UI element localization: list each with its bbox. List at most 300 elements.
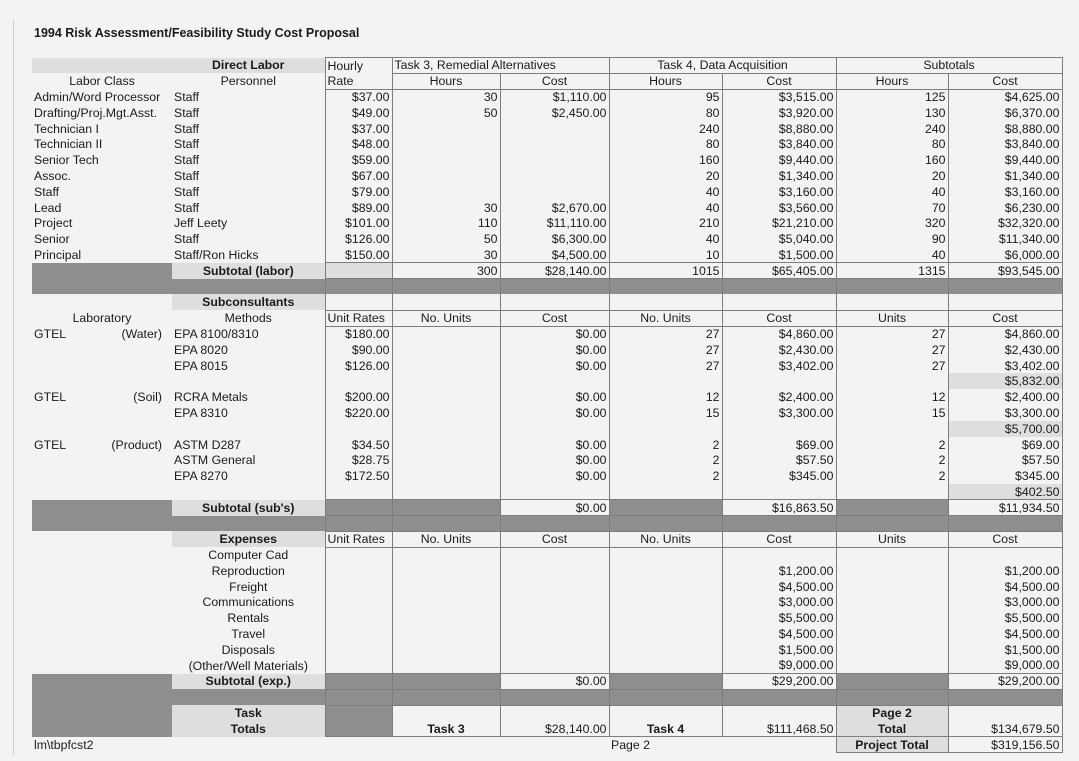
subs-subtotal-row bbox=[32, 500, 1062, 516]
class-cell bbox=[32, 263, 172, 279]
task3-cost-cell bbox=[500, 626, 609, 642]
subtotal-hours-cell: 130 bbox=[836, 105, 948, 121]
task4-cost-cell: $8,880.00 bbox=[722, 121, 836, 137]
rate-cell: $180.00 bbox=[325, 326, 392, 342]
personnel-cell bbox=[172, 516, 325, 532]
class-cell bbox=[32, 689, 172, 705]
task3-hours-cell bbox=[392, 405, 500, 421]
task4-cost-cell: $4,500.00 bbox=[722, 626, 836, 642]
personnel-cell: EPA 8015 bbox=[174, 358, 228, 373]
task3-cost-cell bbox=[500, 136, 609, 152]
rate-cell bbox=[325, 294, 392, 310]
task4-cost-cell: $16,863.50 bbox=[722, 500, 836, 516]
lab-name: GTEL bbox=[34, 437, 67, 452]
task3-hours-cell bbox=[392, 468, 500, 484]
personnel-cell: EPA 8310 bbox=[174, 405, 228, 420]
personnel-cell: Computer Cad bbox=[208, 548, 289, 563]
subtotal-hours-cell bbox=[836, 595, 948, 611]
subtotal-cost-cell bbox=[948, 547, 1062, 563]
subtotal-hours-cell bbox=[836, 579, 948, 595]
task3-cost-cell: Cost bbox=[500, 310, 609, 326]
subtotal-hours-cell bbox=[836, 516, 948, 532]
rate-cell: Unit Rates bbox=[325, 531, 392, 547]
expenses-colhead-row bbox=[32, 531, 1062, 547]
task3-hours-cell bbox=[392, 516, 500, 532]
expense-row bbox=[32, 579, 1062, 595]
class-cell: Admin/Word Processor bbox=[34, 89, 161, 104]
subtotal-hours-cell: 2 bbox=[836, 452, 948, 468]
task4-cost-cell: $2,430.00 bbox=[722, 342, 836, 358]
subtotal-cost-cell: $1,200.00 bbox=[948, 563, 1062, 579]
lab-name: GTEL bbox=[34, 326, 67, 341]
header-row-2 bbox=[32, 73, 1062, 89]
task3-hours-cell bbox=[392, 689, 500, 705]
personnel-cell: Staff bbox=[174, 121, 200, 136]
class-cell bbox=[32, 342, 172, 358]
personnel-cell: Travel bbox=[231, 627, 266, 642]
rate-cell: $79.00 bbox=[325, 184, 392, 200]
personnel-cell: EPA 8100/8310 bbox=[174, 326, 259, 341]
task3-hours-cell: Task 3 bbox=[392, 721, 500, 737]
sample-type: (Product) bbox=[111, 437, 162, 452]
task3-hours-cell bbox=[392, 168, 500, 184]
task3-cost-cell bbox=[500, 658, 609, 674]
task3-hours-cell bbox=[392, 326, 500, 342]
personnel-cell: ASTM D287 bbox=[174, 437, 241, 452]
task3-hours-cell bbox=[392, 547, 500, 563]
task3-cost-cell bbox=[500, 737, 609, 753]
personnel-cell bbox=[172, 484, 325, 500]
expense-row bbox=[32, 547, 1062, 563]
labor-row bbox=[32, 168, 1062, 184]
subtotal-hours-cell bbox=[836, 484, 948, 500]
task3-hours-cell bbox=[392, 152, 500, 168]
subtotal-cost-cell: $345.00 bbox=[948, 468, 1062, 484]
task4-hours-cell: 2 bbox=[609, 437, 722, 453]
task4-hours-cell bbox=[609, 500, 722, 516]
subtotal-hours-cell: Units bbox=[836, 531, 948, 547]
rate-cell: $172.50 bbox=[325, 468, 392, 484]
task3-cost-cell bbox=[500, 705, 609, 721]
labor-row bbox=[32, 105, 1062, 121]
task4-hours-cell: 160 bbox=[609, 152, 722, 168]
class-cell bbox=[32, 610, 172, 626]
subtotal-hours-cell: 70 bbox=[836, 200, 948, 216]
task3-cost-cell: $2,670.00 bbox=[500, 200, 609, 216]
subtotal-hours-cell: Page 2 bbox=[836, 705, 948, 721]
class-cell: Staff bbox=[34, 184, 60, 199]
subtotal-cost-cell: $5,500.00 bbox=[948, 610, 1062, 626]
class-cell bbox=[32, 721, 172, 737]
lab-name: GTEL bbox=[34, 390, 67, 405]
personnel-cell: Staff bbox=[174, 200, 200, 215]
task3-hours-cell bbox=[392, 279, 500, 295]
subtotal-cost-cell: $134,679.50 bbox=[948, 721, 1062, 737]
group-subtotal: $402.50 bbox=[948, 484, 1062, 500]
rate-cell: $220.00 bbox=[325, 405, 392, 421]
task3-cost-cell bbox=[500, 168, 609, 184]
personnel-cell: Jeff Leety bbox=[174, 216, 228, 231]
subtotal-cost-cell: $32,320.00 bbox=[948, 215, 1062, 231]
task3-hours-cell bbox=[392, 358, 500, 374]
task3-hours-cell: No. Units bbox=[392, 310, 500, 326]
subtotal-hours-cell: 90 bbox=[836, 231, 948, 247]
task3-hours-cell bbox=[392, 452, 500, 468]
rate-cell bbox=[325, 579, 392, 595]
task4-cost-cell bbox=[722, 421, 836, 437]
class-cell: Principal bbox=[34, 247, 82, 262]
task4-cost-cell: $5,500.00 bbox=[722, 610, 836, 626]
task3-hours-cell bbox=[392, 294, 500, 310]
subs-row bbox=[32, 358, 1062, 374]
personnel-cell: Staff bbox=[174, 168, 200, 183]
task4-cost-cell bbox=[722, 689, 836, 705]
class-cell bbox=[32, 484, 172, 500]
subs-row bbox=[32, 405, 1062, 421]
task3-cost-cell: $0.00 bbox=[500, 437, 609, 453]
personnel-cell bbox=[172, 689, 325, 705]
cost-proposal-table bbox=[32, 57, 1063, 753]
subtotal-hours-cell: 27 bbox=[836, 342, 948, 358]
personnel-cell: (Other/Well Materials) bbox=[188, 658, 308, 673]
group-subtotal: $5,700.00 bbox=[948, 421, 1062, 437]
subtotal-hours-cell: Total bbox=[836, 721, 948, 737]
task3-cost-heading: Cost bbox=[500, 73, 609, 89]
subs-row bbox=[32, 452, 1062, 468]
personnel-cell: Totals bbox=[172, 721, 325, 737]
task4-cost-cell: $1,340.00 bbox=[722, 168, 836, 184]
task4-cost-cell: $3,300.00 bbox=[722, 405, 836, 421]
subtotal-label: Subtotal (exp.) bbox=[172, 674, 325, 690]
subtotal-hours-cell bbox=[836, 294, 948, 310]
subtotal-cost-cell: $4,625.00 bbox=[948, 89, 1062, 105]
task4-cost-cell bbox=[722, 373, 836, 389]
task3-cost-cell bbox=[500, 421, 609, 437]
group-subtotal: $5,832.00 bbox=[948, 373, 1062, 389]
rate-cell bbox=[325, 705, 392, 721]
task4-cost-cell: $69.00 bbox=[722, 437, 836, 453]
rate-cell bbox=[325, 563, 392, 579]
class-cell bbox=[32, 579, 172, 595]
labor-row bbox=[32, 89, 1062, 105]
rate-cell bbox=[325, 689, 392, 705]
rate-cell bbox=[325, 674, 392, 690]
subs-row bbox=[32, 389, 1062, 405]
task4-cost-cell: $1,500.00 bbox=[722, 642, 836, 658]
class-cell bbox=[32, 421, 172, 437]
subs-group-subtotal-row bbox=[32, 373, 1062, 389]
labor-row bbox=[32, 231, 1062, 247]
gray-band bbox=[32, 516, 1062, 532]
personnel-cell: ASTM General bbox=[174, 453, 256, 468]
rate-cell bbox=[325, 484, 392, 500]
expense-row bbox=[32, 610, 1062, 626]
task3-cost-cell: $0.00 bbox=[500, 326, 609, 342]
subtotal-hours-cell: 12 bbox=[836, 389, 948, 405]
class-cell bbox=[32, 373, 172, 389]
task4-cost-cell: $29,200.00 bbox=[722, 674, 836, 690]
subtotal-hours-cell: 27 bbox=[836, 326, 948, 342]
subtotal-cost-cell: $1,500.00 bbox=[948, 642, 1062, 658]
task3-hours-heading: Hours bbox=[392, 73, 500, 89]
subs-row bbox=[32, 437, 1062, 453]
class-cell bbox=[32, 405, 172, 421]
task3-hours-cell bbox=[392, 658, 500, 674]
expense-row bbox=[32, 626, 1062, 642]
personnel-cell bbox=[172, 279, 325, 295]
task4-hours-cell bbox=[609, 595, 722, 611]
task4-cost-cell: $3,000.00 bbox=[722, 595, 836, 611]
class-cell: Technician I bbox=[34, 121, 99, 136]
task3-cost-cell bbox=[500, 294, 609, 310]
personnel-cell: Rentals bbox=[227, 611, 270, 626]
rate-cell: $200.00 bbox=[325, 389, 392, 405]
subtotal-hours-cell: 40 bbox=[836, 247, 948, 263]
task4-hours-cell: 20 bbox=[609, 168, 722, 184]
personnel-cell bbox=[172, 421, 325, 437]
subtotal-cost-cell: $3,840.00 bbox=[948, 136, 1062, 152]
rate-cell bbox=[325, 373, 392, 389]
task4-hours-cell: 210 bbox=[609, 215, 722, 231]
task3-hours-cell bbox=[392, 642, 500, 658]
class-cell bbox=[32, 389, 172, 405]
subtotal-hours-cell: 2 bbox=[836, 437, 948, 453]
task3-hours-cell: 50 bbox=[392, 231, 500, 247]
class-cell bbox=[32, 642, 172, 658]
subtotal-cost-cell: $69.00 bbox=[948, 437, 1062, 453]
task4-cost-cell: $3,402.00 bbox=[722, 358, 836, 374]
personnel-heading: Personnel bbox=[220, 74, 276, 89]
subs-heading-row bbox=[32, 294, 1062, 310]
task3-hours-cell bbox=[392, 421, 500, 437]
rate-cell bbox=[325, 626, 392, 642]
task4-cost-cell bbox=[722, 705, 836, 721]
task3-cost-cell: $28,140.00 bbox=[500, 263, 609, 279]
file-name: lm\tbpfcst2 bbox=[34, 737, 94, 752]
task4-cost-cell: $1,500.00 bbox=[722, 247, 836, 263]
task4-cost-cell: $111,468.50 bbox=[722, 721, 836, 737]
scan-edge bbox=[13, 20, 14, 755]
task3-hours-cell bbox=[392, 737, 500, 753]
subtotal-cost-cell bbox=[948, 516, 1062, 532]
rate-cell: $28.75 bbox=[325, 452, 392, 468]
subtotal-hours-cell: 80 bbox=[836, 136, 948, 152]
subtotal-hours-cell bbox=[836, 610, 948, 626]
task4-hours-cell bbox=[609, 279, 722, 295]
subs-group-subtotal-row bbox=[32, 484, 1062, 500]
rate-cell: $150.00 bbox=[325, 247, 392, 263]
personnel-cell bbox=[172, 737, 325, 753]
task4-cost-cell: $3,920.00 bbox=[722, 105, 836, 121]
task3-hours-cell: 30 bbox=[392, 89, 500, 105]
task3-cost-cell: $1,110.00 bbox=[500, 89, 609, 105]
subtotal-hours-cell: 20 bbox=[836, 168, 948, 184]
gray-band bbox=[32, 279, 1062, 295]
subtotal-hours-cell bbox=[836, 642, 948, 658]
task4-hours-cell bbox=[609, 626, 722, 642]
task4-cost-cell: $4,500.00 bbox=[722, 579, 836, 595]
task3-hours-cell bbox=[392, 484, 500, 500]
rate-cell: $90.00 bbox=[325, 342, 392, 358]
task4-cost-cell bbox=[722, 294, 836, 310]
task3-cost-cell bbox=[500, 373, 609, 389]
task3-cost-cell bbox=[500, 547, 609, 563]
subtotal-cost-cell: $3,160.00 bbox=[948, 184, 1062, 200]
personnel-cell: Staff bbox=[174, 153, 200, 168]
task3-hours-cell: 30 bbox=[392, 247, 500, 263]
task3-hours-cell: 300 bbox=[392, 263, 500, 279]
rate-cell bbox=[325, 721, 392, 737]
class-cell bbox=[32, 468, 172, 484]
subs-group-subtotal-row bbox=[32, 421, 1062, 437]
subtotal-cost-cell bbox=[948, 279, 1062, 295]
task4-hours-cell: 2 bbox=[609, 452, 722, 468]
task3-heading: Task 3, Remedial Alternatives bbox=[392, 58, 609, 74]
subtotal-cost-cell: $4,500.00 bbox=[948, 626, 1062, 642]
personnel-cell: EPA 8270 bbox=[174, 469, 228, 484]
personnel-cell: Communications bbox=[202, 595, 295, 610]
subtotal-cost-cell bbox=[948, 689, 1062, 705]
rate-cell bbox=[325, 500, 392, 516]
gray-band bbox=[32, 689, 1062, 705]
task4-cost-cell: Cost bbox=[722, 531, 836, 547]
task3-hours-cell bbox=[392, 674, 500, 690]
task3-cost-cell bbox=[500, 579, 609, 595]
labor-row bbox=[32, 215, 1062, 231]
task4-cost-cell: $1,200.00 bbox=[722, 563, 836, 579]
rate-cell: $89.00 bbox=[325, 200, 392, 216]
labor-row bbox=[32, 247, 1062, 263]
subtotal-hours-cell: 125 bbox=[836, 89, 948, 105]
task3-hours-cell bbox=[392, 626, 500, 642]
task4-cost-cell: $4,860.00 bbox=[722, 326, 836, 342]
subtotal-hours-heading: Hours bbox=[836, 73, 948, 89]
subtotal-label: Subtotal (sub's) bbox=[172, 500, 325, 516]
class-cell bbox=[32, 294, 172, 310]
task4-cost-cell bbox=[722, 737, 836, 753]
task3-hours-cell bbox=[392, 579, 500, 595]
task3-hours-cell: 30 bbox=[392, 200, 500, 216]
labor-row bbox=[32, 200, 1062, 216]
task3-cost-cell: $0.00 bbox=[500, 342, 609, 358]
class-cell: Laboratory bbox=[72, 311, 132, 326]
rate-cell: $37.00 bbox=[325, 89, 392, 105]
task4-cost-cell: $5,040.00 bbox=[722, 231, 836, 247]
rate-cell: $126.00 bbox=[325, 231, 392, 247]
task3-hours-cell bbox=[392, 389, 500, 405]
subtotal-hours-cell: 240 bbox=[836, 121, 948, 137]
task4-hours-cell bbox=[609, 705, 722, 721]
class-cell bbox=[32, 452, 172, 468]
class-cell bbox=[32, 516, 172, 532]
class-cell: Assoc. bbox=[34, 168, 71, 183]
task3-cost-cell: $2,450.00 bbox=[500, 105, 609, 121]
labor-subtotal-row bbox=[32, 263, 1062, 279]
rate-cell bbox=[325, 516, 392, 532]
task4-hours-cell bbox=[609, 294, 722, 310]
task3-cost-cell: $0.00 bbox=[500, 358, 609, 374]
rate-cell bbox=[325, 737, 392, 753]
task4-hours-cell: 27 bbox=[609, 358, 722, 374]
rate-heading: Rate bbox=[325, 73, 392, 89]
subtotal-cost-cell: $11,934.50 bbox=[948, 500, 1062, 516]
rate-cell bbox=[325, 642, 392, 658]
task4-cost-heading: Cost bbox=[722, 73, 836, 89]
subtotal-hours-cell: 160 bbox=[836, 152, 948, 168]
personnel-cell: Staff/Ron Hicks bbox=[174, 247, 259, 262]
task3-hours-cell bbox=[392, 121, 500, 137]
task4-hours-cell: Task 4 bbox=[609, 721, 722, 737]
task4-hours-cell bbox=[609, 579, 722, 595]
class-cell bbox=[32, 674, 172, 690]
hourly-heading: Hourly bbox=[325, 58, 392, 74]
task3-hours-cell: 110 bbox=[392, 215, 500, 231]
expenses-heading: Expenses bbox=[172, 531, 325, 547]
subtotal-hours-cell bbox=[836, 373, 948, 389]
labor-row bbox=[32, 152, 1062, 168]
subtotals-heading: Subtotals bbox=[836, 58, 1062, 74]
rate-cell bbox=[325, 547, 392, 563]
personnel-cell bbox=[172, 373, 325, 389]
subtotal-hours-cell bbox=[836, 689, 948, 705]
task4-cost-cell: $3,840.00 bbox=[722, 136, 836, 152]
task4-hours-cell bbox=[609, 563, 722, 579]
subtotal-hours-cell bbox=[836, 500, 948, 516]
task4-hours-cell: 1015 bbox=[609, 263, 722, 279]
task3-cost-cell: $4,500.00 bbox=[500, 247, 609, 263]
task3-cost-cell bbox=[500, 610, 609, 626]
personnel-cell: Disposals bbox=[221, 642, 275, 657]
class-cell bbox=[32, 705, 172, 721]
task3-hours-cell bbox=[392, 705, 500, 721]
task3-cost-cell bbox=[500, 689, 609, 705]
rate-cell: $37.00 bbox=[325, 121, 392, 137]
task4-hours-heading: Hours bbox=[609, 73, 722, 89]
class-cell bbox=[32, 595, 172, 611]
task4-cost-cell: $9,440.00 bbox=[722, 152, 836, 168]
task4-cost-cell bbox=[722, 547, 836, 563]
task4-hours-cell bbox=[609, 373, 722, 389]
direct-labor-heading: Direct Labor bbox=[172, 58, 325, 74]
subtotal-cost-cell: $3,000.00 bbox=[948, 595, 1062, 611]
subtotal-cost-cell: $2,400.00 bbox=[948, 389, 1062, 405]
subs-row bbox=[32, 468, 1062, 484]
subtotal-cost-cell: $6,000.00 bbox=[948, 247, 1062, 263]
subtotal-hours-cell: 40 bbox=[836, 184, 948, 200]
subtotal-cost-cell: $6,370.00 bbox=[948, 105, 1062, 121]
personnel-cell: EPA 8020 bbox=[174, 342, 228, 357]
subtotal-cost-cell: $2,430.00 bbox=[948, 342, 1062, 358]
task4-hours-cell: 12 bbox=[609, 389, 722, 405]
class-cell bbox=[32, 563, 172, 579]
task3-cost-cell bbox=[500, 152, 609, 168]
task4-hours-cell: 2 bbox=[609, 468, 722, 484]
subtotal-cost-cell: $3,402.00 bbox=[948, 358, 1062, 374]
rate-cell bbox=[325, 658, 392, 674]
task3-cost-cell bbox=[500, 121, 609, 137]
task4-hours-cell bbox=[609, 689, 722, 705]
labor-row bbox=[32, 136, 1062, 152]
subtotal-cost-cell: $57.50 bbox=[948, 452, 1062, 468]
task4-heading: Task 4, Data Acquisition bbox=[609, 58, 836, 74]
task4-hours-cell bbox=[609, 674, 722, 690]
rate-cell bbox=[325, 421, 392, 437]
personnel-cell: Methods bbox=[224, 311, 272, 326]
subtotal-cost-cell: $9,000.00 bbox=[948, 658, 1062, 674]
subtotal-hours-cell bbox=[836, 279, 948, 295]
project-total-label: Project Total bbox=[836, 737, 948, 753]
subtotal-hours-cell bbox=[836, 658, 948, 674]
